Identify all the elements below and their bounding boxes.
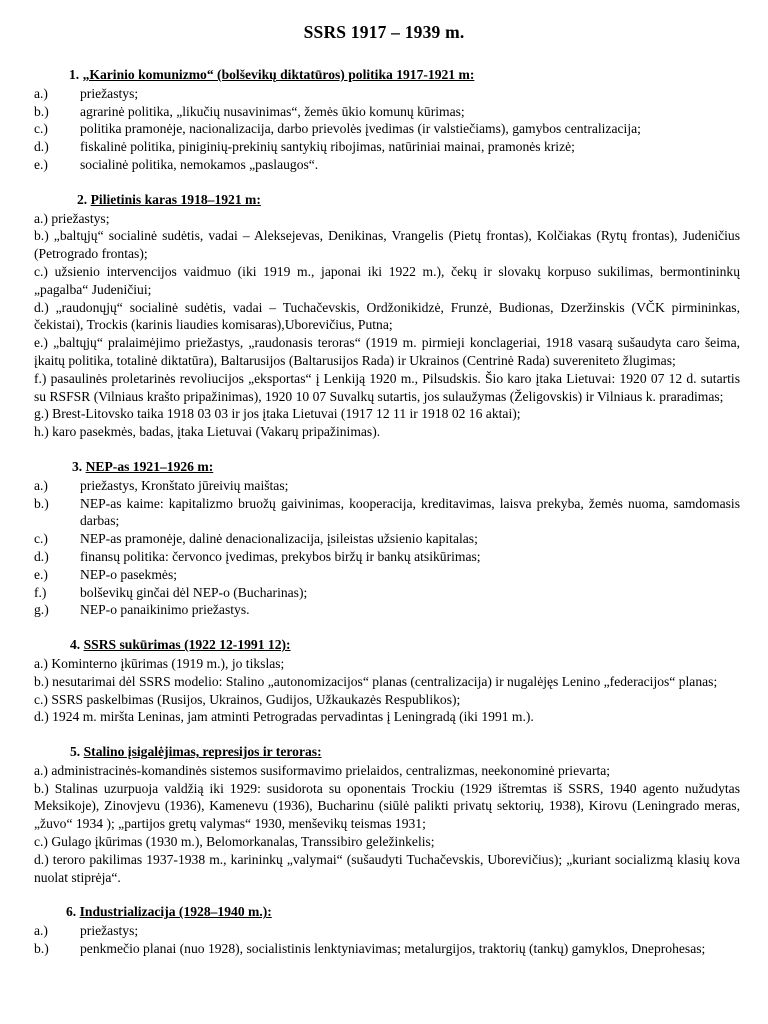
section-title: Pilietinis karas 1918–1921 m:	[90, 191, 261, 207]
list-item	[34, 548, 740, 566]
item-text: fiskalinė politika, piniginių-prekinių santykių ribojimas, natūriniai mainai, pramonės krizė;	[80, 139, 575, 155]
paragraph-item: g.) Brest-Litovsko taika 1918 03 03 ir jos įtaka Lietuvai (1917 12 11 ir 1918 02 16 aktai);	[34, 406, 521, 422]
section-number: 4.	[70, 637, 81, 653]
paragraph-item: b.) nesutarimai dėl SSRS modelio: Stalino „autonomizacijos“ planas (centralizacija) ir nugalėjęs Lenino „federacijos“ planas;	[34, 673, 718, 689]
list-item	[34, 138, 740, 156]
paragraph-item: c.) užsienio intervencijos vaidmuo (iki 1919 m., japonai iki 1922 m.), čekų ir slovakų korpuso sukilimas, bermontininkų „pagalba“ Judeničiui;	[34, 263, 740, 297]
item-text: penkmečio planai (nuo 1928), socialistinis lenktyniavimas; metalurgijos, traktorių (tankų) gamyklos, Dneprohesas;	[80, 941, 706, 957]
paragraph-item: e.) „baltųjų“ pralaimėjimo priežastys, „raudonasis teroras“ (1919 m. pirmieji konclageriai, 1918 vasarą sušaudyta caro šeima, įkaitų politika, totalinė diktatūra), Baltarusijos (Baltarusijos Rada) ir Ukrainos (Centrinė Rada) suvereniteto žlugimas;	[34, 335, 740, 368]
section-nep	[34, 458, 740, 619]
item-marker: b.)	[34, 941, 49, 957]
item-text: NEP-as pramonėje, dalinė denacionalizacija, įsileistas užsienio kapitalas;	[80, 531, 478, 547]
item-text: bolševikų ginčai dėl NEP-o (Bucharinas);	[80, 584, 308, 600]
section-title: Stalino įsigalėjimas, represijos ir teroras:	[83, 744, 322, 760]
item-marker: d.)	[34, 139, 49, 155]
section-number: 1.	[69, 67, 80, 82]
section-stalin-terror	[34, 743, 740, 886]
section-title: NEP-as 1921–1926 m:	[85, 458, 214, 474]
item-marker: c.)	[34, 531, 48, 547]
paragraph-item: a.) priežastys;	[34, 210, 110, 226]
paragraph-item: d.) teroro pakilimas 1937-1938 m., karininkų „valymai“ (sušaudyti Tuchačevskis, Uborevičius); „kuriant socializmą klasių kova nuolat stiprėja“.	[34, 851, 740, 885]
item-marker: c.)	[34, 121, 48, 137]
item-marker: e.)	[34, 156, 48, 172]
item-marker: a.)	[34, 923, 48, 939]
document-body	[34, 66, 740, 975]
item-marker: b.)	[34, 103, 49, 119]
section-industrialization	[34, 903, 740, 957]
paragraph-item: c.) Gulago įkūrimas (1930 m.), Belomorkanalas, Transsibiro geležinkelis;	[34, 834, 435, 850]
section-heading	[34, 636, 740, 654]
section-title: SSRS sukūrimas (1922 12-1991 12):	[83, 637, 291, 653]
list-item	[34, 530, 740, 548]
list-item	[34, 495, 740, 531]
section-number: 6.	[66, 904, 77, 920]
item-marker: d.)	[34, 548, 49, 564]
item-text: agrarinė politika, „likučių nusavinimas“, žemės ūkio komunų kūrimas;	[80, 103, 465, 119]
item-text: NEP-as kaime: kapitalizmo bruožų gaivinimas, kooperacija, kreditavimas, laisva prekyba, žemės nuoma, samdomasis darbas;	[80, 495, 740, 529]
item-marker: e.)	[34, 566, 48, 582]
paragraph-item: c.) SSRS paskelbimas (Rusijos, Ukrainos, Gudijos, Užkaukazės Respublikos);	[34, 691, 461, 707]
section-ussr-creation	[34, 636, 740, 726]
paragraph-item: h.) karo pasekmės, badas, įtaka Lietuvai (Vakarų pripažinimas).	[34, 424, 381, 440]
item-marker: g.)	[34, 602, 49, 618]
paragraph-item: a.) Kominterno įkūrimas (1919 m.), jo tikslas;	[34, 655, 285, 671]
section-title: Industrializacija (1928–1940 m.):	[79, 904, 272, 920]
section-heading	[34, 903, 740, 921]
paragraph-item: d.) „raudonųjų“ socialinė sudėtis, vadai – Tuchačevskis, Ordžonikidzė, Frunzė, Budionas, Dzeržinskis (VČK pirmininkas, čekistai), Trockis (karinis liaudies komisaras),Uborevičius, Putna;	[34, 299, 740, 333]
list-item	[34, 477, 740, 495]
item-text: priežastys;	[80, 923, 139, 939]
section-heading	[34, 191, 740, 209]
section-title: „Karinio komunizmo“ (bolševikų diktatūros) politika 1917-1921 m:	[82, 67, 475, 82]
paragraph-item: d.) 1924 m. miršta Leninas, jam atminti Petrogradas pervadintas į Leningradą (iki 1991 m.).	[34, 709, 534, 725]
section-heading	[34, 743, 740, 761]
document-title: SSRS 1917 – 1939 m.	[303, 22, 465, 42]
list-item	[34, 156, 740, 174]
section-number: 3.	[72, 458, 83, 474]
section-number: 5.	[70, 744, 81, 760]
item-text: NEP-o pasekmės;	[80, 566, 178, 582]
item-text: socialinė politika, nemokamos „paslaugos“.	[80, 156, 319, 172]
paragraph-item: f.) pasaulinės proletarinės revoliucijos „eksportas“ į Lenkiją 1920 m., Pilsudskis. Šio karo įtaka Lietuvai: 1920 07 12 d. sutartis su RSFSR (Vilniaus krašto pripažinimas), 1920 10 07 Suvalkų sutartis, jos sulaužymas (Želigovskis) ir Vilniaus k. praradimas;	[34, 370, 740, 404]
item-text: priežastys;	[80, 85, 139, 101]
item-marker: a.)	[34, 477, 48, 493]
section-heading	[34, 66, 740, 84]
item-text: finansų politika: červonco įvedimas, prekybos biržų ir bankų atsikūrimas;	[80, 548, 481, 564]
list-item	[34, 85, 740, 103]
list-item	[34, 566, 740, 584]
list-item	[34, 940, 740, 958]
section-number: 2.	[77, 191, 88, 207]
list-item	[34, 601, 740, 619]
section-war-communism	[34, 66, 740, 174]
item-text: politika pramonėje, nacionalizacija, darbo prievolės įvedimas (ir valstiečiams), gamybos centralizacija;	[80, 121, 641, 137]
item-marker: b.)	[34, 495, 49, 511]
section-civil-war	[34, 191, 740, 441]
list-item	[34, 120, 740, 138]
item-text: priežastys, Kronštato jūreivių maištas;	[80, 477, 289, 493]
item-text: NEP-o panaikinimo priežastys.	[80, 602, 250, 618]
section-heading	[34, 458, 740, 476]
list-item	[34, 584, 740, 602]
item-marker: a.)	[34, 85, 48, 101]
paragraph-item: a.) administracinės-komandinės sistemos susiformavimo prielaidos, centralizmas, neekonominė prievarta;	[34, 762, 611, 778]
paragraph-item: b.) „baltųjų“ socialinė sudėtis, vadai – Aleksejevas, Denikinas, Vrangelis (Pietų frontas), Kolčiakas (Rytų frontas), Judeničius (Petrogrado frontas);	[34, 228, 740, 262]
list-item	[34, 103, 740, 121]
item-marker: f.)	[34, 584, 47, 600]
list-item	[34, 922, 740, 940]
paragraph-item: b.) Stalinas uzurpuoja valdžią iki 1929: susidorota su oponentais Trockiu (1929 ištremtas iš SSRS, 1940 agento nužudytas Meksikoje), Zinovjevu (1936), Kamenevu (1936), Bucharinu (siūlė palikti privatų sektorių, 1938), Kirovu (Leningrado meras, „žuvo“ 1934 ); „partijos gretų valymas“ 1930, menševikų teismas 1931;	[34, 780, 740, 832]
